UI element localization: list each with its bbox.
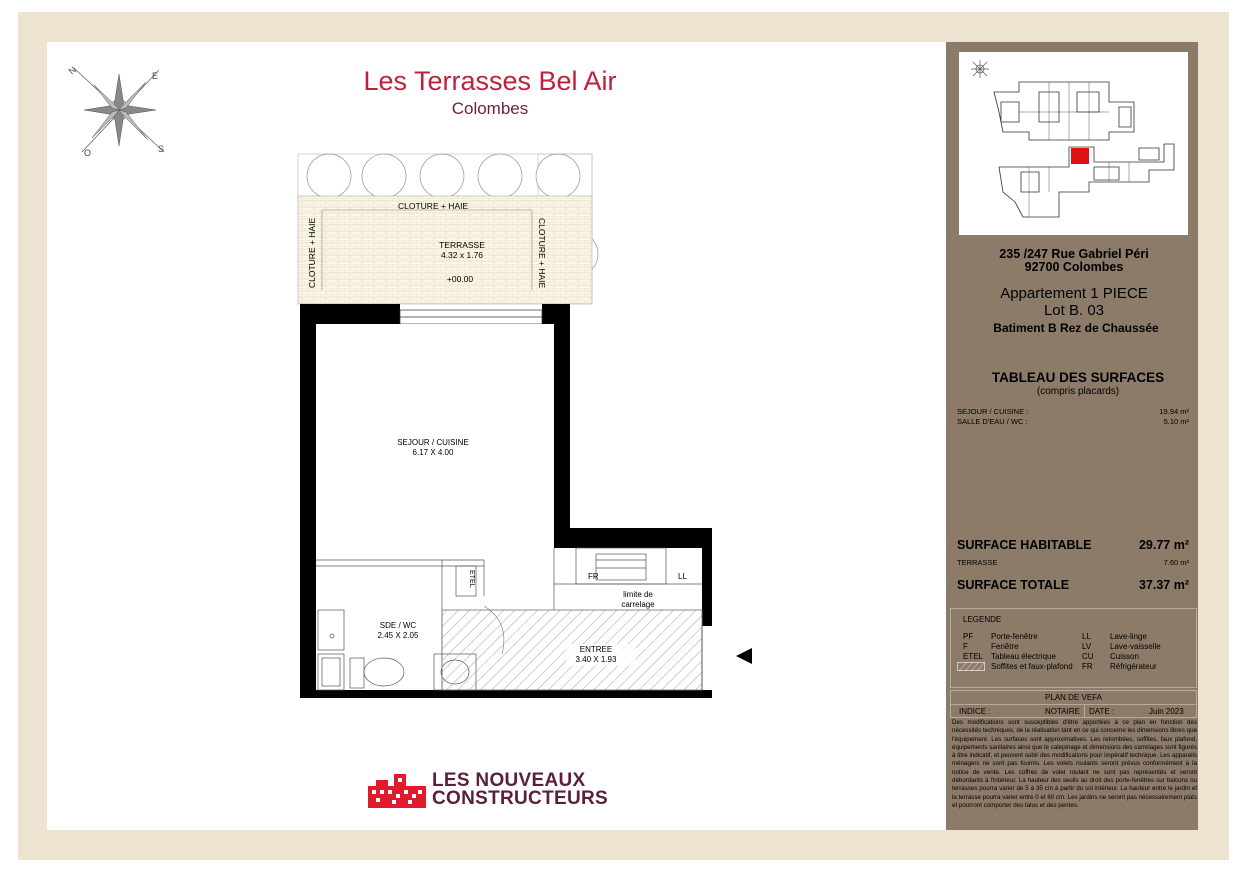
terrasse-value: 7.60 m² xyxy=(1163,558,1189,567)
surface-row xyxy=(957,407,1189,416)
surface-habitable xyxy=(957,538,1189,552)
surface-row xyxy=(957,417,1189,426)
total-value: 37.37 m² xyxy=(1138,578,1189,592)
compass-n-label: N xyxy=(66,64,79,77)
surface-terrasse xyxy=(957,558,1189,567)
sde-dims: 2.45 X 2.05 xyxy=(377,631,419,640)
entree-name: ENTREE xyxy=(579,645,613,654)
wc xyxy=(350,658,404,688)
plan-info-box xyxy=(950,690,1197,718)
legend-code: LL xyxy=(1082,632,1091,641)
floor-plan xyxy=(296,150,716,702)
apartment-info xyxy=(948,285,1200,319)
habitable-label: SURFACE HABITABLE xyxy=(957,538,1092,552)
total-label: SURFACE TOTALE xyxy=(957,578,1070,592)
sejour-dims: 6.17 X 4.00 xyxy=(412,448,454,457)
building-floor: Batiment B Rez de Chaussée xyxy=(993,321,1159,335)
entrance-arrow-icon xyxy=(736,648,752,664)
lot-number: Lot B. 03 xyxy=(1043,302,1105,319)
logo-mark-icon xyxy=(368,772,426,808)
terrasse-label: TERRASSE xyxy=(957,558,998,567)
legend-text: Cuisson xyxy=(1110,652,1139,661)
legend-text: Fenêtre xyxy=(991,642,1019,651)
address xyxy=(948,248,1200,274)
project-title: Les Terrasses Bel Air xyxy=(363,66,617,96)
fr-label: FR xyxy=(588,572,599,581)
surfaces-table-title: TABLEAU DES SURFACES xyxy=(991,370,1165,385)
indice-label: INDICE : xyxy=(959,707,991,716)
indice-value: NOTAIRE xyxy=(1045,707,1080,716)
address-line-2: 92700 Colombes xyxy=(1024,260,1124,274)
surfaces-table-subtitle: (compris placards) xyxy=(1036,386,1120,397)
carrelage-label-2: carrelage xyxy=(621,600,655,609)
date-label: DATE : xyxy=(1089,707,1115,716)
window-opening xyxy=(400,310,542,324)
legend-code: PF xyxy=(963,632,974,641)
surface-totale xyxy=(957,578,1189,592)
terrace-name: TERRASSE xyxy=(439,240,485,250)
sde-name: SDE / WC xyxy=(379,621,417,630)
compass-o-label: O xyxy=(84,148,92,158)
legend-code: ETEL xyxy=(963,652,984,661)
project-city: Colombes xyxy=(451,99,529,118)
legend-text: Porte-fenêtre xyxy=(991,632,1038,641)
hedge-top-label: CLOTURE + HAIE xyxy=(398,201,469,211)
logo-line-2: CONSTRUCTEURS xyxy=(432,788,608,809)
location-minimap xyxy=(959,52,1188,235)
compass-e-label: E xyxy=(152,71,159,81)
compass-s-label: S xyxy=(158,144,165,154)
ll-label: LL xyxy=(678,572,687,581)
etel-label: ETEL xyxy=(468,570,475,588)
terrace-dims: 4.32 x 1.76 xyxy=(440,250,484,260)
hedge-right-label: CLOTURE + HAIE xyxy=(537,218,547,289)
date-value: Juin 2023 xyxy=(1149,707,1184,716)
shower xyxy=(318,610,344,690)
legend-text: Lave-vaisselle xyxy=(1110,642,1161,651)
disclaimer-notes: Des modifications sont susceptibles d'être apportées à ce plan en fonction des nécessités techniques, de la réalisation tant en ce qui concerne les dimensions libres que l'équipement. Les surfaces sont approximatives. Les retombées, soffites, faux plafond, équipements sanitaires ainsi que le calepinage et dimensions des carrelages sont figurés à titre indicatif, et peuvent subir des modifications pour impératif technique. Les appareils ménagers ne sont pas fournis. Les volets roulants seront prévus conformément à la notice de vente. Les coffres de volet roulant ne sont pas représentés et seront débordants à l'intérieur. La hauteur des seuils au droit des porte-fenêtres sur balcons ou terrasses pourra varier de 5 à 35 cm à partir du sol intérieur. La hauteur entre le jardin et la terrasse pourra varier entre 0 et 60 cm. Les jardins ne seront pas nécessairement plats et pourront comporter des talus et des pentes. xyxy=(952,719,1197,809)
developer-logo xyxy=(368,772,608,808)
terrace-level: +00.00 xyxy=(446,274,474,284)
sejour-name: SEJOUR / CUISINE xyxy=(397,438,469,447)
hedge-left-label: CLOTURE + HAIE xyxy=(307,217,317,288)
legend-code: FR xyxy=(1082,662,1093,671)
legend-code: F xyxy=(963,642,968,651)
address-line-1: 235 /247 Rue Gabriel Péri xyxy=(999,247,1149,261)
legend-text: Réfrigérateur xyxy=(1110,662,1157,671)
legend-title: LEGENDE xyxy=(963,615,1002,624)
compass-rose-icon xyxy=(64,60,174,160)
carrelage-label-1: limite de xyxy=(623,590,653,599)
legend-code: LV xyxy=(1082,642,1092,651)
legend-text: Soffites et faux-plafond xyxy=(991,662,1073,671)
legend-text: Lave-linge xyxy=(1110,632,1147,641)
entree-dims: 3.40 X 1.93 xyxy=(575,655,617,664)
surface-row-label: SALLE D'EAU / WC : xyxy=(957,417,1028,426)
habitable-value: 29.77 m² xyxy=(1138,538,1189,552)
surface-row-value: 19.94 m² xyxy=(1159,407,1189,416)
legend-code: CU xyxy=(1082,652,1094,661)
surface-row-value: 5.10 m² xyxy=(1163,417,1189,426)
plan-type: PLAN DE VEFA xyxy=(1045,693,1102,702)
logo-line-1: LES NOUVEAUX xyxy=(432,770,586,791)
hatch-swatch-icon xyxy=(957,662,985,671)
lot-highlight xyxy=(1071,148,1089,164)
surface-row-label: SEJOUR / CUISINE : xyxy=(957,407,1029,416)
apartment-type: Appartement 1 PIECE xyxy=(1000,285,1148,302)
legend-text: Tableau électrique xyxy=(991,652,1056,661)
